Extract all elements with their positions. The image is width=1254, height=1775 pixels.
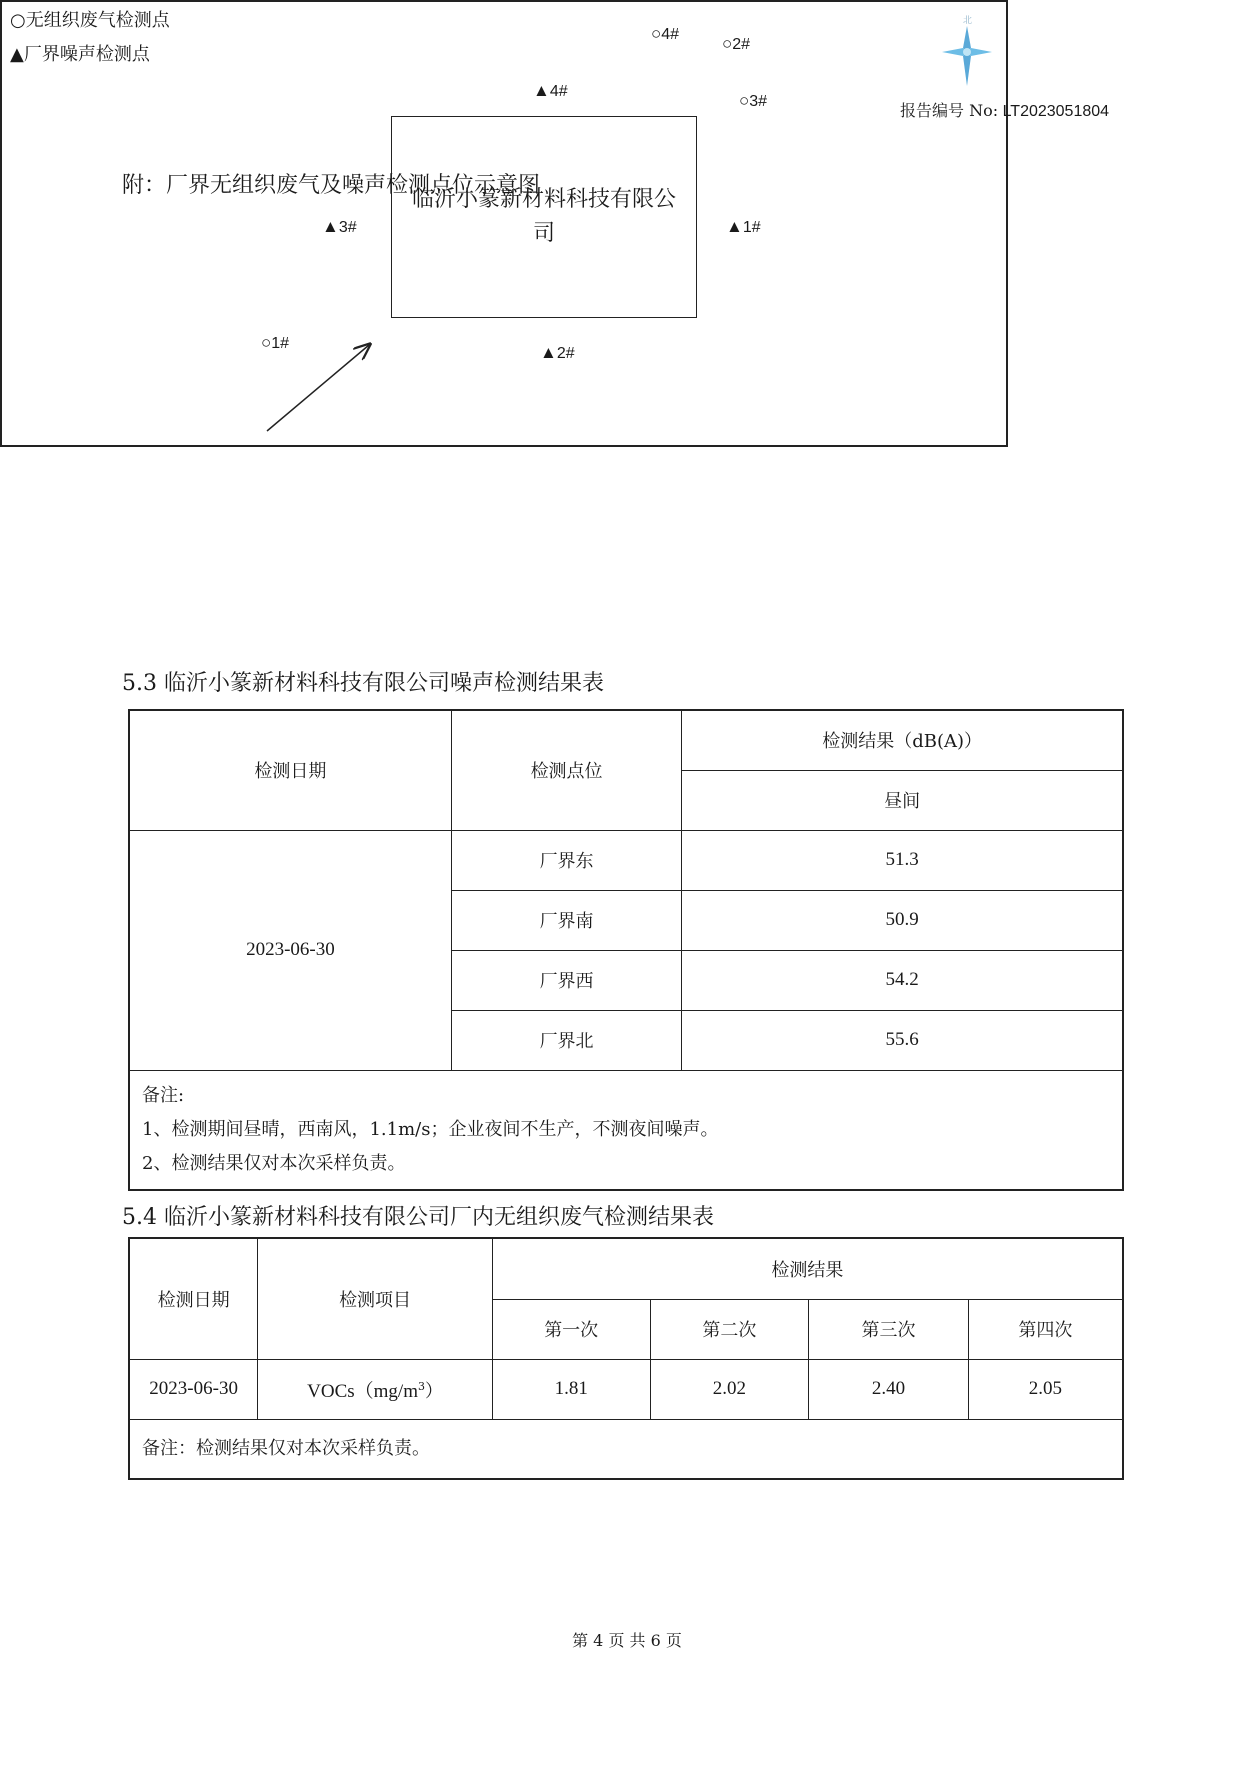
noise-section-title: 5.3 临沂小篆新材料科技有限公司噪声检测结果表 — [122, 671, 604, 696]
gas-point-2: ○2# — [722, 34, 751, 53]
voc-header-run-1: 第一次 — [492, 1299, 650, 1359]
report-number-value: LT2023051804 — [1002, 103, 1110, 120]
wind-direction-arrow — [0, 0, 1004, 443]
monitoring-point-diagram — [0, 0, 1008, 447]
point-value: 55.6 — [682, 1010, 1123, 1070]
voc-value-4: 2.05 — [968, 1359, 1123, 1419]
voc-date: 2023-06-30 — [129, 1359, 258, 1419]
point-value: 54.2 — [682, 950, 1123, 1010]
point-value: 50.9 — [682, 890, 1123, 950]
point-name: 厂界西 — [451, 950, 681, 1010]
noise-point-1: ▲1# — [726, 217, 761, 236]
voc-value-2: 2.02 — [650, 1359, 809, 1419]
voc-value-3: 2.40 — [809, 1359, 969, 1419]
report-number-label: 报告编号 No: — [900, 101, 999, 120]
voc-value-1: 1.81 — [492, 1359, 650, 1419]
point-name: 厂界南 — [451, 890, 681, 950]
test-date: 2023-06-30 — [129, 830, 451, 1070]
voc-item: $VOCs(mg/m^3)$ — [258, 1359, 493, 1419]
voc-section-title: 5.4 临沂小篆新材料科技有限公司厂内无组织废气检测结果表 — [122, 1205, 714, 1230]
compass-north-label: 北 — [963, 16, 973, 26]
notes-line-2: 2、检测结果仅对本次采样负责。 — [142, 1152, 406, 1174]
voc-header-run-2: 第二次 — [650, 1299, 809, 1359]
voc-header-date: 检测日期 — [129, 1238, 258, 1359]
header-result: 检测结果（dB(A)） — [682, 710, 1123, 770]
noise-results-table — [128, 709, 1124, 1191]
north-compass-icon — [940, 12, 994, 92]
noise-notes — [129, 1070, 1123, 1190]
gas-point-4: ○4# — [651, 24, 680, 43]
header-daytime: 昼间 — [682, 770, 1123, 830]
point-name: 厂界北 — [451, 1010, 681, 1070]
voc-header-result: 检测结果 — [492, 1238, 1123, 1299]
point-name: 厂界东 — [451, 830, 681, 890]
page-number: 第 4 页 共 6 页 — [572, 1631, 682, 1650]
legend-noise: ▲厂界噪声检测点 — [10, 44, 150, 65]
noise-point-2: ▲2# — [540, 343, 575, 362]
noise-point-4: ▲4# — [533, 81, 568, 100]
noise-point-3: ▲3# — [322, 217, 357, 236]
voc-note: 备注：检测结果仅对本次采样负责。 — [129, 1419, 1123, 1479]
notes-line-1: 1、检测期间昼晴，西南风，1.1m/s；企业夜间不生产，不测夜间噪声。 — [142, 1118, 719, 1140]
voc-header-item: 检测项目 — [258, 1238, 493, 1359]
appendix-title: 附：厂界无组织废气及噪声检测点位示意图 — [122, 173, 541, 198]
gas-point-3: ○3# — [739, 91, 768, 110]
legend-gas: ○无组织废气检测点 — [10, 10, 170, 31]
header-point: 检测点位 — [451, 710, 681, 830]
voc-results-table — [128, 1237, 1124, 1480]
voc-header-run-3: 第三次 — [809, 1299, 969, 1359]
gas-point-1: ○1# — [261, 333, 290, 352]
table-row — [129, 1359, 1123, 1419]
table-row — [129, 830, 1123, 890]
notes-label: 备注: — [142, 1084, 185, 1106]
point-value: 51.3 — [682, 830, 1123, 890]
header-date: 检测日期 — [129, 710, 451, 830]
company-label: 临沂小篆新材料科技有限公司 — [411, 187, 676, 246]
voc-header-run-4: 第四次 — [968, 1299, 1123, 1359]
